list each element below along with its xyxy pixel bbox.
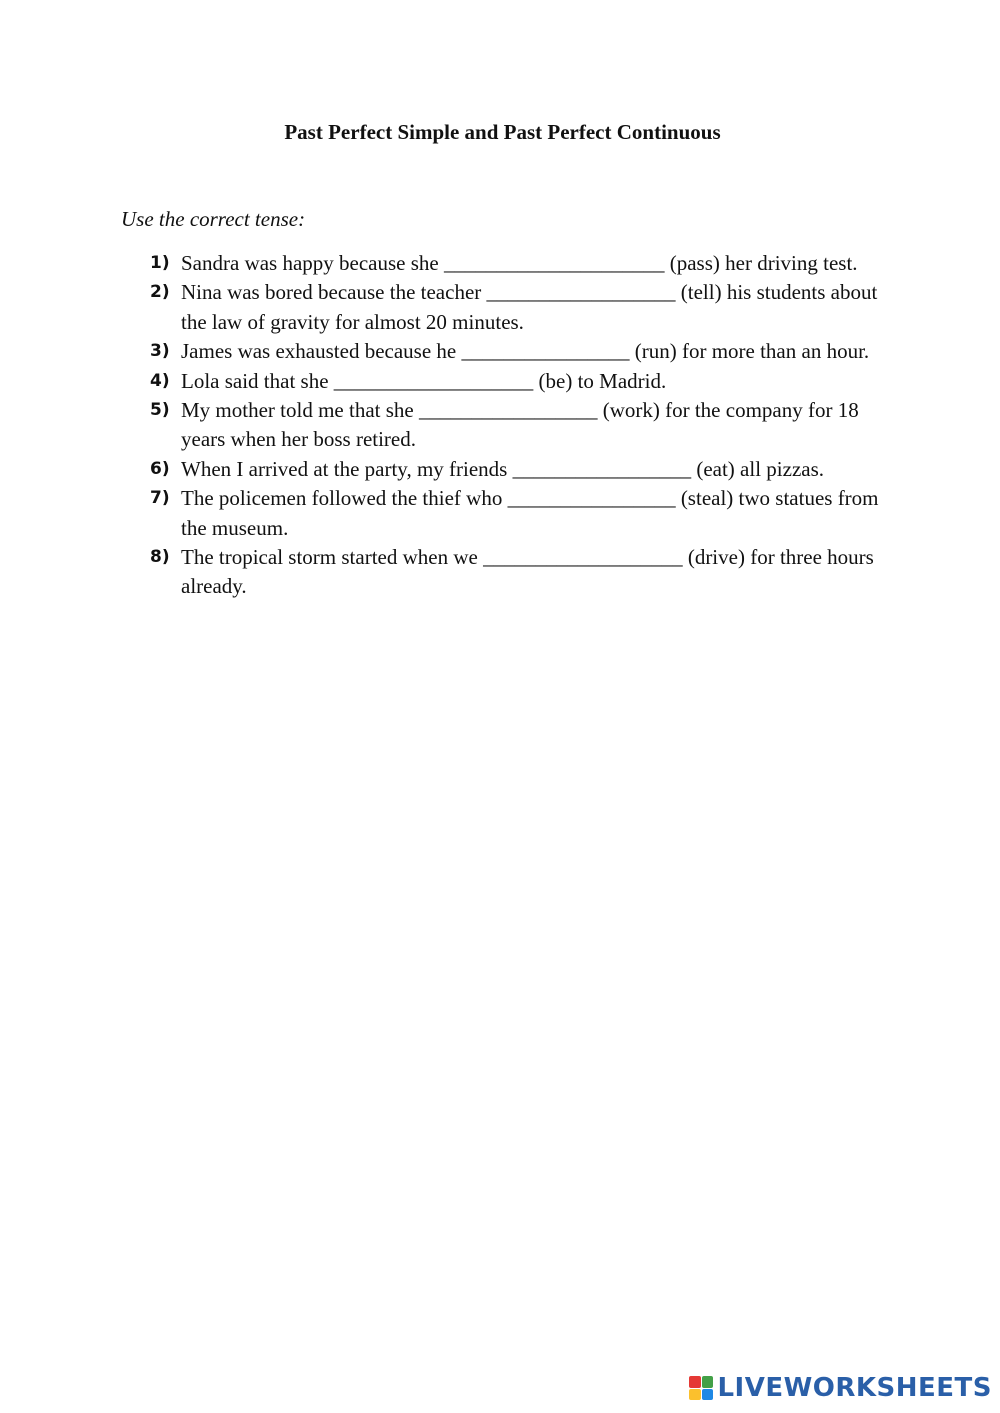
exercise-item: [150, 455, 885, 484]
exercise-item: [150, 367, 885, 396]
exercise-item: [150, 337, 885, 366]
exercise-item: [150, 396, 885, 455]
logo-square: [689, 1376, 701, 1388]
exercise-text: James was exhausted because he ________________ (run) for more than an hour.: [181, 339, 870, 364]
exercise-number: 3): [150, 341, 170, 362]
exercise-item: [150, 249, 885, 278]
exercise-number: 5): [150, 400, 170, 421]
logo-square: [702, 1376, 714, 1388]
logo-square: [702, 1389, 714, 1401]
exercise-number: 7): [150, 488, 170, 509]
exercise-number: 2): [150, 282, 170, 303]
exercise-item: [150, 543, 885, 602]
liveworksheets-icon: [689, 1376, 713, 1400]
liveworksheets-logo: [689, 1373, 992, 1403]
exercise-number: 1): [150, 253, 170, 273]
exercise-text: The tropical storm started when we ___________________ (drive) for three hours already.: [181, 545, 874, 599]
exercise-text: When I arrived at the party, my friends _________________ (eat) all pizzas.: [181, 456, 825, 481]
logo-text: LIVEWORKSHEETS: [717, 1373, 992, 1403]
exercise-text: My mother told me that she _________________ (work) for the company for 18 years when her boss retired.: [181, 398, 859, 452]
exercise-text: The policemen followed the thief who ________________ (steal) two statues from the museum.: [181, 486, 879, 540]
exercise-text: Nina was bored because the teacher __________________ (tell) his students about the law of gravity for almost 20 minutes.: [181, 280, 878, 334]
exercise-item: [150, 484, 885, 543]
worksheet-title: Past Perfect Simple and Past Perfect Continuous: [284, 120, 721, 144]
exercise-text: Sandra was happy because she _____________________ (pass) her driving test.: [181, 251, 858, 275]
exercise-text: Lola said that she ___________________ (be) to Madrid.: [181, 368, 667, 393]
logo-square: [689, 1389, 701, 1401]
exercise-number: 6): [150, 458, 170, 479]
exercise-item: [150, 278, 885, 337]
exercise-list: [150, 249, 885, 602]
instruction-text: Use the correct tense:: [121, 207, 306, 231]
exercise-number: 4): [150, 370, 170, 391]
exercise-number: 8): [150, 547, 170, 568]
